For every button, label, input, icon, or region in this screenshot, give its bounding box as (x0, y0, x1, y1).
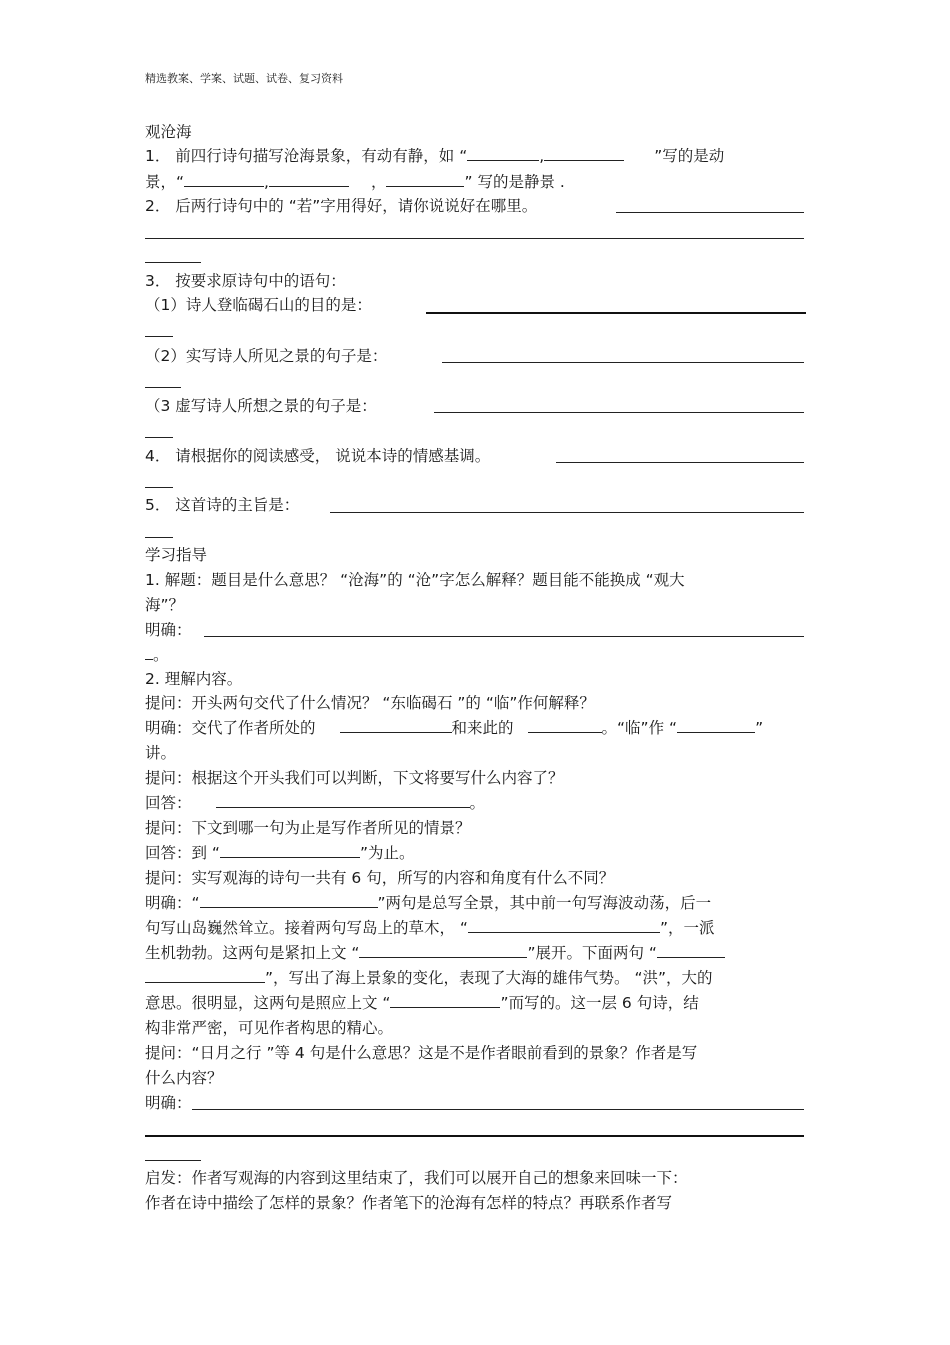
answer-line[interactable] (556, 462, 804, 463)
inspiration-line1: 启发：作者写观海的内容到这里结束了，我们可以展开自己的想象来回味一下： (145, 1169, 688, 1187)
answer-line-end[interactable] (145, 537, 173, 538)
g2-p6: 构非常严密，可见作者构思的精心。 (145, 1019, 394, 1037)
answer-line[interactable] (616, 212, 804, 213)
answer-line[interactable] (145, 1135, 804, 1137)
blank[interactable] (340, 718, 452, 733)
q1-line2: 景，“ , ， ” 写的是静景 . (145, 173, 565, 191)
answer-line[interactable] (204, 636, 804, 637)
q3-text: 3． 按要求原诗句中的语句： (145, 272, 346, 290)
q5-text: 5． 这首诗的主旨是： (145, 496, 300, 514)
g2-q4: 提问：实写观海的诗句一共有 6 句，所写的内容和角度有什么不同？ (145, 869, 615, 887)
g2-p2: 句写山岛巍然耸立。接着两句写岛上的草木， “ ”，一派 (145, 919, 715, 937)
g2-p3: 生机勃勃。这两句是紧扣上文 “ ”展开。下面两句 “ (145, 943, 725, 963)
g2-a1-cont: 讲。 (145, 744, 177, 762)
q4-text: 4． 请根据你的阅读感受， 说说本诗的情感基调。 (145, 447, 491, 465)
answer-line[interactable] (145, 238, 804, 239)
g1-line2: 海”？ (145, 596, 185, 614)
g2-q3: 提问：下文到哪一句为止是写作者所见的情景？ (145, 819, 471, 837)
guide-title: 学习指导 (145, 546, 208, 564)
blank[interactable] (386, 172, 464, 187)
blank[interactable] (216, 793, 470, 808)
blank[interactable] (528, 718, 602, 733)
g1-line1: 1. 解题：题目是什么意思？ “沧海”的 “沧”字怎么解释？题目能不能换成 “观大 (145, 571, 685, 589)
q3-3-text: （3 虚写诗人所想之景的句子是： (145, 397, 377, 415)
answer-line[interactable] (330, 512, 804, 513)
inspiration-line2: 作者在诗中描绘了怎样的景象？作者笔下的沧海有怎样的特点？再联系作者写 (145, 1194, 673, 1212)
blank[interactable] (467, 146, 539, 161)
answer-line-end[interactable] (145, 387, 181, 388)
answer-line[interactable] (192, 1109, 804, 1110)
answer-line-end[interactable] (145, 336, 173, 337)
g2-q5-line1: 提问：“日月之行 ”等 4 句是什么意思？这是不是作者眼前看到的景象？作者是写 (145, 1044, 698, 1062)
q3-1-text: （1）诗人登临碣石山的目的是： (145, 296, 372, 314)
page-header: 精选教案、学案、试题、试卷、复习资料 (145, 72, 343, 85)
g2-a5-label: 明确： (145, 1094, 192, 1112)
answer-line-end[interactable] (145, 487, 173, 488)
answer-line-end[interactable] (145, 262, 201, 263)
blank[interactable] (677, 718, 755, 733)
blank[interactable] (200, 893, 378, 908)
q1-line1: 1． 前四行诗句描写沧海景象，有动有静，如 “ , ”写的是动 (145, 147, 725, 165)
g2-q2: 提问：根据这个开头我们可以判断，下文将要写什么内容了？ (145, 769, 564, 787)
blank[interactable] (390, 993, 500, 1008)
g1-answer-label: 明确： (145, 621, 192, 639)
g2-p5: 意思。很明显，这两句是照应上文 “ ”而写的。这一层 6 句诗，结 (145, 994, 699, 1012)
g2-a3: 回答：到 “ ”为止。 (145, 844, 415, 862)
answer-line[interactable] (426, 312, 806, 314)
g2-p1: 明确：“ ”两句是总写全景，其中前一句写海波动荡，后一 (145, 894, 712, 912)
blank[interactable] (184, 172, 264, 187)
blank[interactable] (359, 943, 527, 958)
blank[interactable] (145, 968, 265, 983)
answer-line-end[interactable] (145, 1160, 201, 1161)
g2-title: 2. 理解内容。 (145, 670, 243, 688)
answer-line[interactable] (442, 362, 804, 363)
answer-line[interactable] (434, 412, 804, 413)
g2-q1: 提问：开头两句交代了什么情况？ “东临碣石 ”的 “临”作何解释？ (145, 694, 595, 712)
blank[interactable] (657, 943, 725, 958)
blank[interactable] (544, 146, 624, 161)
doc-title: 观沧海 (145, 123, 192, 141)
answer-line-end[interactable] (145, 645, 153, 660)
q3-2-text: （2）实写诗人所见之景的句子是： (145, 347, 388, 365)
g1-answer-end: 。 (145, 645, 169, 665)
blank[interactable] (468, 918, 660, 933)
g2-p4: ”，写出了海上景象的变化，表现了大海的雄伟气势。 “洪”，大的 (145, 968, 713, 988)
q2-text: 2． 后两行诗句中的 “若”字用得好，请你说说好在哪里。 (145, 197, 538, 215)
g2-a1: 明确：交代了作者所处的 和来此的 。“临”作 “ ” (145, 719, 764, 737)
blank[interactable] (220, 843, 360, 858)
answer-line-end[interactable] (145, 437, 173, 438)
g2-q5-line2: 什么内容？ (145, 1069, 223, 1087)
blank[interactable] (269, 172, 349, 187)
g2-a2: 回答： 。 (145, 794, 486, 812)
